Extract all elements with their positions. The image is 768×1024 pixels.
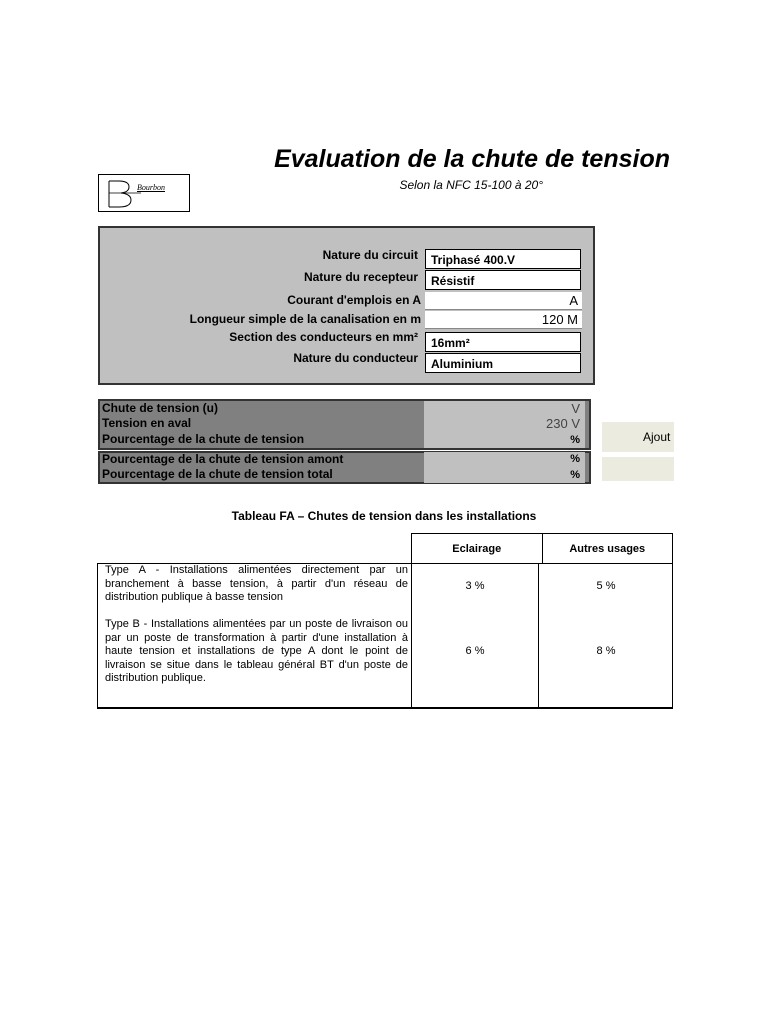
nature-conducteur-label: Nature du conducteur (293, 351, 418, 365)
nature-recepteur-field[interactable]: Résistif (425, 270, 581, 290)
results-total-block (98, 451, 591, 484)
tension-aval-value: 230 V (424, 416, 585, 432)
tension-aval-label: Tension en aval (102, 416, 192, 430)
header-eclairage: Eclairage (452, 543, 502, 555)
table-caption: Tableau FA – Chutes de tension dans les installations (231, 509, 537, 523)
pourcentage-label: Pourcentage de la chute de tension (102, 432, 305, 446)
nature-conducteur-field[interactable]: Aluminium (425, 353, 581, 373)
type-b-description: Type B - Installations alimentées par un poste de livraison ou par un poste de transformation à partir d'une installation à haute tension et installations de type A dont le point de livraison se situe dans le tableau général BT d'un poste de distribution publique. (105, 618, 408, 684)
courant-label: Courant d'emplois en A (287, 293, 421, 307)
longueur-label: Longueur simple de la canalisation en m (189, 312, 421, 326)
logo-text: Bourbon (137, 183, 165, 192)
table-header (411, 533, 673, 564)
result-row (100, 416, 589, 432)
page-title: Evaluation de la chute de tension (274, 145, 670, 173)
chute-value: V (424, 401, 585, 417)
results-block (98, 399, 591, 450)
ajout-secondary-cell[interactable] (602, 457, 674, 481)
result-row (100, 452, 589, 468)
header-autres-usages: Autres usages (542, 534, 673, 563)
type-a-autres: 5 % (596, 580, 616, 592)
pourcentage-value: % (424, 432, 585, 448)
pourcentage-total-label: Pourcentage de la chute de tension total (102, 467, 333, 481)
pourcentage-amont-value: % (424, 452, 585, 468)
longueur-field[interactable]: 120 M (425, 311, 582, 329)
section-label: Section des conducteurs en mm² (229, 330, 418, 344)
result-row (100, 401, 589, 417)
pourcentage-total-value: % (424, 467, 585, 483)
input-panel (98, 226, 595, 385)
bourbon-logo (98, 174, 190, 212)
nature-circuit-label: Nature du circuit (322, 248, 418, 262)
section-field[interactable]: 16mm² (425, 332, 581, 352)
result-row (100, 432, 589, 448)
chute-label: Chute de tension (u) (102, 401, 218, 415)
type-a-description: Type A - Installations alimentées directement par un branchement à basse tension, à partir d'un réseau de distribution publique à basse tension (105, 564, 408, 603)
courant-field[interactable]: A (425, 292, 582, 310)
type-b-eclairage: 6 % (465, 645, 485, 657)
page-subtitle: Selon la NFC 15-100 à 20° (399, 178, 543, 192)
result-row (100, 467, 589, 483)
pourcentage-amont-label: Pourcentage de la chute de tension amont (102, 452, 344, 466)
nature-recepteur-label: Nature du recepteur (303, 270, 418, 284)
ajout-button[interactable]: Ajout (602, 422, 674, 452)
type-a-eclairage: 3 % (465, 580, 485, 592)
type-b-autres: 8 % (596, 645, 616, 657)
table-body (97, 563, 673, 709)
nature-circuit-field[interactable]: Triphasé 400.V (425, 249, 581, 269)
